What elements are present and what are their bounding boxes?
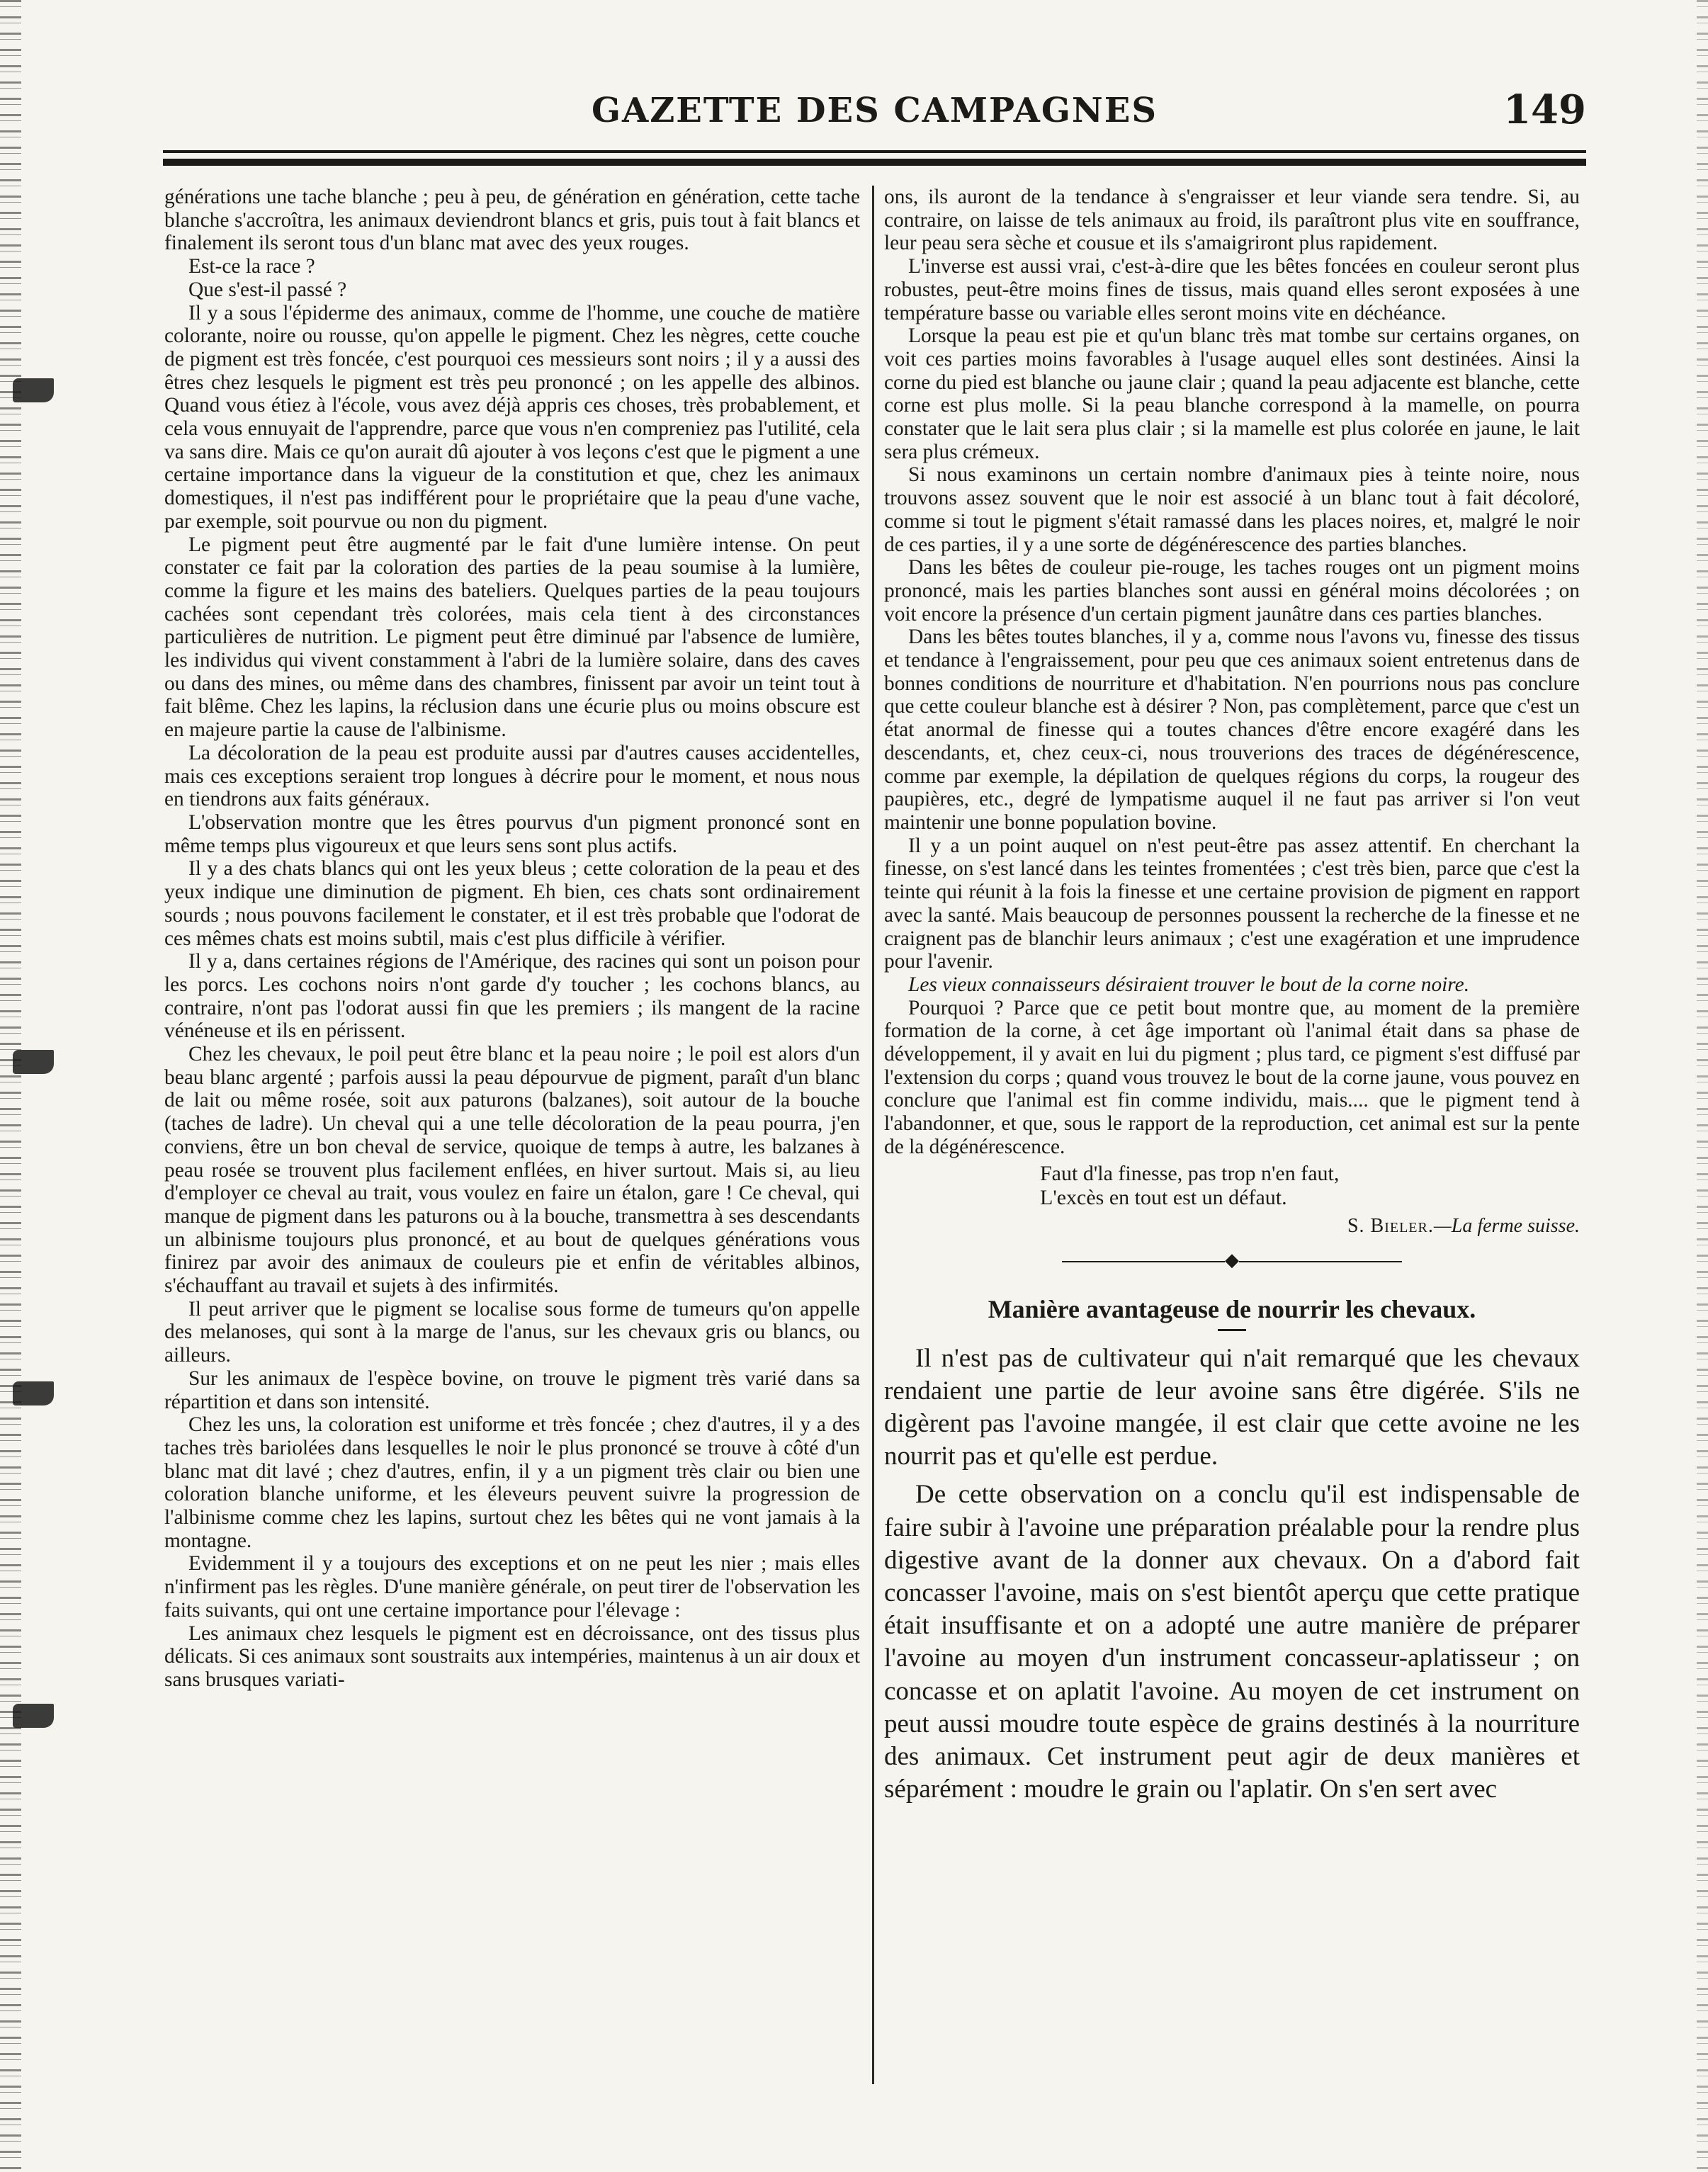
paragraph: Dans les bêtes toutes blanches, il y a, comme nous l'avons vu, finesse des tissus et tendance à l'engraissement, pour peu que ces animaux soient entretenus dans de bonnes conditions de nourriture et d'habitation. N'en pourrions nous pas conclure que cette couleur blanche est à désirer ? Non, pas complètement, parce que c'est un état anormal de finesse qui a toutes chances d'être encore exagéré dans les descendants, et, chez ceux-ci, nous trouverions des traces de dégénérescence, comme par exemple, la dépilation de quelques régions du corps, la rougeur des paupières, etc., degré de lympatisme auquel il ne faut pas arriver si l'on veut maintenir une bonne population bovine.: [884, 626, 1580, 834]
paragraph: Evidemment il y a toujours des exceptions et on ne peut les nier ; mais elles n'infirment pas les règles. D'une manière générale, on peut tirer de l'observation les faits suivants, qui ont une certaine importance pour l'élevage :: [164, 1552, 860, 1622]
binding-mark: [13, 1050, 54, 1074]
paragraph: Il y a, dans certaines régions de l'Amérique, des racines qui sont un poison pour les porcs. Les cochons noirs n'ont garde d'y toucher ; les cochons blancs, au contraire, n'ont pas l'odorat aussi fin que les premiers ; ils mangent de la racine vénéneuse et ils en périssent.: [164, 950, 860, 1043]
section-ornament: ◆: [884, 1251, 1580, 1269]
attribution-source: —La ferme suisse.: [1433, 1214, 1580, 1237]
verse-line: Faut d'la finesse, pas trop n'en faut,: [1040, 1161, 1340, 1185]
page-header: [163, 86, 1586, 142]
paragraph: Il y a des chats blancs qui ont les yeux bleus ; cette coloration de la peau et des yeux indique une diminution de pigment. Eh bien, ces chats sont ordinairement sourds ; nous pouvons facilement le constater, et il est très probable que l'odorat de ces mêmes chats est moins subtil, mais c'est plus difficile à vérifier.: [164, 857, 860, 950]
paragraph: Si nous examinons un certain nombre d'animaux pies à teinte noire, nous trouvons assez souvent que le noir est associé à un blanc tout à fait décoloré, comme si tout le pigment s'était ramassé dans les places noires, et, malgré le noir de ces parties, il y a une sorte de dégénérescence des parties blanches.: [884, 463, 1580, 556]
paragraph: Chez les chevaux, le poil peut être blanc et la peau noire ; le poil est alors d'un beau blanc argenté ; parfois aussi la peau dépourvue de pigment, paraît d'un blanc de lait ou même rosée, soit aux paturons (balzanes), soit autour de la bouche (taches de ladre). Un cheval qui a une telle décoloration de la peau pourra, j'en conviens, être un bon cheval de service, quoique de temps à autre, les balzanes à peau rosée se trouvent plus facilement enflées, en hiver surtout. Mais si, au lieu d'employer ce cheval au trait, vous voulez en faire un étalon, gare ! Ce cheval, qui manque de pigment dans les paturons ou à la bouche, transmettra à ses descendants un albinisme toujours plus prononcé, et au bout de quelques générations vous finirez par avoir des animaux de couleurs pie et enfin de véritables albinos, s'échauffant au travail et sujets à des infirmités.: [164, 1043, 860, 1298]
attribution: [884, 1214, 1580, 1238]
paragraph: L'inverse est aussi vrai, c'est-à-dire que les bêtes foncées en couleur seront plus robustes, peut-être moins fines de tissus, mais quand elles seront exposées à une température basse ou variable elles seront moins vite en déchéance.: [884, 255, 1580, 324]
paragraph: ons, ils auront de la tendance à s'engraisser et leur viande sera tendre. Si, au contraire, on laisse de tels animaux au froid, ils paraîtront plus vite en souffrance, leur peau sera sèche et cousue et ils s'amaigriront plus rapidement.: [884, 186, 1580, 255]
quote: Les vieux connaisseurs désiraient trouver le bout de la corne noire.: [908, 973, 1470, 996]
page-number: 149: [1503, 86, 1586, 133]
paragraph: De cette observation on a conclu qu'il est indispensable de faire subir à l'avoine une préparation préalable pour la rendre plus digestive avant de la donner aux chevaux. On a d'abord fait concasser l'avoine, mais on s'est bientôt aperçu que cette pratique était insuffisante et on a adopté une autre manière de préparer l'avoine au moyen d'un instrument concasseur-aplatisseur ; on concasse et on aplatit l'avoine. Au moyen de cet instrument on peut aussi moudre toute espèce de grains destinés à la nourriture des animaux. Cet instrument peut agir de deux manières et séparément : moudre le grain ou l'aplatir. On s'en sert avec: [884, 1480, 1580, 1804]
running-title: GAZETTE DES CAMPAGNES: [591, 91, 1158, 130]
scan-edge-left: [0, 0, 21, 2172]
paragraph: Il n'est pas de cultivateur qui n'ait remarqué que les chevaux rendaient une partie de leur avoine sans être digérée. S'ils ne digèrent pas l'avoine mangée, il est clair que cette avoine ne les nourrit pas et qu'elle est perdue.: [884, 1343, 1580, 1471]
binding-mark: [13, 1704, 54, 1728]
paragraph: Pourquoi ? Parce que ce petit bout montre que, au moment de la première formation de la corne, à cet âge important où l'animal était dans sa phase de développement, il y avait en lui du pigment ; plus tard, ce pigment s'est diffusé par l'extension du corps ; quand vous trouvez le bout de la corne jaune, vous pouvez en conclure que l'animal est fin comme individu, mais.... que le pigment tend à l'abandonner, et que, sous le rapport de la reproduction, cet animal est sur la pente de la dégénérescence.: [884, 996, 1580, 1158]
paragraph: Les animaux chez lesquels le pigment est en décroissance, ont des tissus plus délicats. Si ces animaux sont soustraits aux intempéries, maintenus à un air doux et sans brusques variati-: [164, 1622, 860, 1691]
paragraph: Le pigment peut être augmenté par le fait d'une lumière intense. On peut constater ce fait par la coloration des parties de la peau soumise à la lumière, comme la figure et les mains des bateliers. Quelques parties de la peau toujours cachées sont cependant très colorées, mais cela tient à des circonstances particulières de nutrition. Le pigment peut être diminué par l'absence de lumière, les individus qui vivent constamment à l'abri de la lumière solaire, dans des caves ou dans des mines, ou même dans des chambres, finissent par avoir un teint tout à fait blême. Chez les lapins, la réclusion dans une écurie plus ou moins obscure est en majeure partie la cause de l'albinisme.: [164, 533, 860, 742]
paragraph: Chez les uns, la coloration est uniforme et très foncée ; chez d'autres, il y a des taches très bariolées dans lesquelles le noir le plus prononcé se trouve à côté d'un blanc mat dit lavé ; chez d'autres, enfin, il y a un pigment très clair ou bien une coloration blanche uniforme, et les éleveurs peuvent suivre la progression de l'albinisme comme chez les lapins, surtout chez les bêtes qui ne vont jamais à la montagne.: [164, 1413, 860, 1552]
header-double-rule: [163, 150, 1586, 166]
paragraph: Sur les animaux de l'espèce bovine, on trouve le pigment très varié dans sa répartition et dans son intensité.: [164, 1367, 860, 1413]
paragraph: L'observation montre que les êtres pourvus d'un pigment prononcé sont en même temps plus vigoureux et que leurs sens sont plus actifs.: [164, 810, 860, 857]
article-body: [884, 1342, 1580, 1806]
scan-edge-right: [1697, 0, 1708, 2172]
right-column: [884, 186, 1580, 2084]
paragraph: La décoloration de la peau est produite aussi par d'autres causes accidentelles, mais ces exceptions seraient trop longues à décrire pour le moment, et nous nous en tiendrons aux faits généraux.: [164, 741, 860, 811]
paragraph: Dans les bêtes de couleur pie-rouge, les taches rouges ont un pigment moins prononcé, mais les parties blanches sont aussi en général moins décolorées ; on voit encore la présence d'un certain pigment jaunâtre dans ces parties blanches.: [884, 556, 1580, 626]
paragraph: Il y a sous l'épiderme des animaux, comme de l'homme, une couche de matière colorante, noire ou rousse, qu'on appelle le pigment. Chez les nègres, cette couche de pigment est très foncée, c'est pourquoi ces messieurs sont noirs ; il y a aussi des êtres chez lesquels le pigment est très peu prononcé ; on les appelle des albinos. Quand vous étiez à l'école, vous avez déjà appris ces choses, très probablement, et cela vous ennuyait de l'apprendre, parce que vous n'en compreniez pas l'utilité, cela va sans dire. Mais ce qu'on aurait dû ajouter à vos leçons c'est que le pigment a une certaine importance dans la vigueur de la constitution et que, chez les animaux domestiques, il n'est pas indifférent pour le propriétaire que la peau d'une vache, par exemple, soit pourvue ou non du pigment.: [164, 301, 860, 533]
verse-line: L'excès en tout est un défaut.: [1040, 1185, 1287, 1209]
column-divider: [872, 186, 874, 2084]
paragraph: Que s'est-il passé ?: [188, 278, 347, 301]
paragraph: générations une tache blanche ; peu à peu, de génération en génération, cette tache blanche s'accroîtra, les animaux deviendront blancs et gris, puis tout à fait blancs et finalement ils seront tous d'un blanc mat avec des yeux rouges.: [164, 186, 860, 255]
title-rule: [1218, 1329, 1246, 1331]
paragraph: Il peut arriver que le pigment se localise sous forme de tumeurs qu'on appelle des melanoses, qui sont à la marge de l'anus, sur les chevaux gris ou blancs, ou ailleurs.: [164, 1297, 860, 1367]
binding-mark: [13, 378, 54, 402]
paragraph: Lorsque la peau est pie et qu'un blanc très mat tombe sur certains organes, on voit ces parties moins favorables à l'usage auquel elles sont destinées. Ainsi la corne du pied est blanche ou jaune clair ; quand la peau adjacente est blanche, cette corne est plus molle. Si la peau blanche correspond à la mamelle, on pourra constater que le lait sera plus clair ; si la mamelle est plus colorée en jaune, le lait sera plus crémeux.: [884, 324, 1580, 463]
left-column: [164, 186, 860, 2084]
binding-mark: [13, 1381, 54, 1405]
paragraph: Il y a un point auquel on n'est peut-être pas assez attentif. En cherchant la finesse, on s'est lancé dans les teintes fromentées ; c'est très bien, parce que c'est la teinte qui réunit à la fois la finesse et une certaine provision de pigment en rapport avec la santé. Mais beaucoup de personnes poussent la recherche de la finesse et ne craignent pas de blanchir leurs animaux ; c'est une exagération et une imprudence pour l'avenir.: [884, 834, 1580, 973]
article-title: Manière avantageuse de nourrir les chevaux.: [988, 1294, 1476, 1323]
paragraph: Est-ce la race ?: [188, 255, 315, 278]
attribution-author: S. Bieler.: [1347, 1214, 1434, 1237]
verse: [884, 1162, 1580, 1210]
